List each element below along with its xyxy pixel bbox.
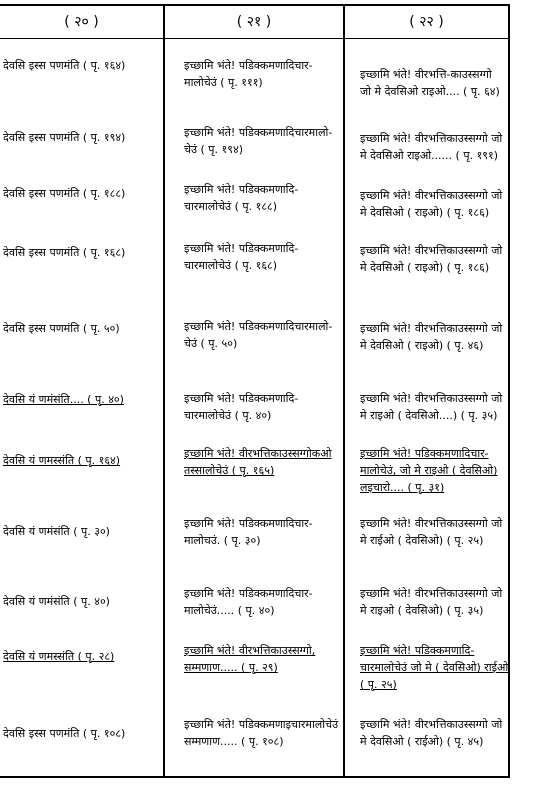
cell-line: इच्छामि भंते! वीरभत्ति-काउस्सग्गो [360,68,492,81]
cell-line: मे देवसिओ ( राईओ) ( पृ. ४५) [360,735,484,748]
cell-line: इच्छामि भंते! वीरभत्तिकाउस्सग्गो जो [360,189,503,202]
cell-line: देवसि इस्स पणमंति ( पृ. १८८) [3,187,126,200]
cell-line: चारमालोचेउं ( पृ. १६८) [184,259,278,272]
cell-line: इच्छामि भंते! पडिक्कमणादि- [184,183,299,196]
row-1-col-22 [360,66,506,100]
cell-line: मालोचेउं..... ( पृ. ४०) [184,604,275,617]
cell-line: इच्छामि भंते! वीरभत्तिकाउस्सग्गो जो [360,718,503,731]
row-6-col-21 [184,390,340,424]
cell-line: इच्छामि भंते! पडिक्कमणादिचारमालो- [184,320,333,333]
cell-line: इच्छामि भंते! पडिक्कमणादिचारमालो- [184,126,333,139]
cell-line: देवसि यं णमंसंति ( पृ. ३०) [3,525,110,538]
cell-line: मे राइओ ( देवसिओ) ( पृ. ३५) [360,604,484,617]
row-4-col-20 [3,244,161,261]
row-10-col-21 [184,642,340,676]
row-3-col-22 [360,187,506,221]
column-divider-1 [163,4,165,776]
row-11-col-21 [184,716,340,750]
cell-line: जो मे देवसिओ राइओ.... ( पृ. ६४) [360,85,500,98]
cell-line: मे राईओ ( देवसिओ) ( पृ. २५) [360,534,484,547]
cell-line: सम्मणाण..... ( पृ. १०८) [184,735,284,748]
cell-line: इच्छामि भंते! पडिक्कमणाइचारमालोचेउं [184,718,339,731]
row-2-col-21 [184,124,340,158]
column-divider-2 [343,4,345,776]
row-2-col-22 [360,130,506,164]
row-4-col-21 [184,240,340,274]
cell-line: इच्छामि भंते! वीरभत्तिकाउस्सग्गो जो [360,517,503,530]
cell-line: इच्छामि भंते! पडिक्कमणादिचार- [184,59,313,72]
cell-line: चारमालोचेउं ( पृ. १८८) [184,200,278,213]
cell-line: तस्सालोचेउं ( पृ. १६५) [184,464,275,477]
row-2-col-20 [3,129,161,146]
row-8-col-22 [360,515,506,549]
cell-line: देवसि यं णमंसंति ( पृ. ४०) [3,595,110,608]
table-bottom-rule [0,776,510,778]
cell-line: इच्छामि भंते! पडिक्कमणादि- [184,242,299,255]
row-4-col-22 [360,242,506,276]
cell-line: इच्छामि भंते! वीरभत्तिकाउस्सग्गो, [184,644,316,657]
cell-line: इच्छामि भंते! पडिक्कमणादि- [360,644,475,657]
cell-line: इच्छामि भंते! पडिक्कमणादिचार- [360,447,489,460]
row-3-col-21 [184,181,340,215]
row-11-col-22 [360,716,506,750]
cell-line: देवसि इस्स पणमंति ( पृ. १६८) [3,246,126,259]
row-7-col-21 [184,445,340,479]
column-header-20: ( २० ) [64,14,99,30]
cell-line: लइचारो.... ( पृ. ३१) [360,481,445,494]
cell-line: मालोचेउं ( पृ. १११) [184,76,263,89]
header-rule [0,38,510,39]
cell-line: चेउं ( पृ. ५०) [184,337,238,350]
cell-line: इच्छामि भंते! वीरभत्तिकाउस्सग्गो जो [360,244,503,257]
row-10-col-20 [3,648,161,665]
cell-line: इच्छामि भंते! पडिक्कमणादिचार- [184,587,313,600]
row-9-col-22 [360,585,506,619]
row-9-col-21 [184,585,340,619]
table-top-rule [0,4,510,6]
cell-line: इच्छामि भंते! वीरभत्तिकाउस्सग्गो जो [360,322,503,335]
row-5-col-22 [360,320,506,354]
cell-line: मालोचउं. ( पृ. ३०) [184,534,261,547]
cell-line: देवसि यं णमस्संति ( पृ. २८) [3,650,115,663]
cell-line: चारमालोचेउं ( पृ. ४०) [184,409,272,422]
cell-line: मालोचेउं, जो मे राइओ ( देवसिओ) [360,464,498,477]
column-divider-3 [508,4,510,776]
row-8-col-20 [3,523,161,540]
row-5-col-21 [184,318,340,352]
cell-line: चेउं ( पृ. १९४) [184,143,243,156]
row-1-col-21 [184,57,340,91]
row-6-col-22 [360,390,506,424]
row-5-col-20 [3,320,161,337]
cell-line: ( पृ. २५) [360,678,397,691]
cell-line: मे देवसिओ ( राइओ) ( पृ. ४६) [360,339,484,352]
cell-line: देवसि इस्स पणमंति ( पृ. १६४) [3,59,126,72]
row-7-col-20 [3,452,161,469]
cell-line: देवसि इस्स पणमंति ( पृ. ५०) [3,322,120,335]
column-header-22: ( २२ ) [409,14,444,30]
cell-line: इच्छामि भंते! पडिक्कमणादि- [184,392,299,405]
row-7-col-22 [360,445,506,496]
cell-line: चारमालोचेउं जो मे ( देवसिओ) राईओ [360,661,509,674]
row-8-col-21 [184,515,340,549]
cell-line: मे देवसिओ ( राइओ) ( पृ. १८६) [360,261,490,274]
row-9-col-20 [3,593,161,610]
cell-line: इच्छामि भंते! वीरभत्तिकाउस्सग्गो जो [360,587,503,600]
cell-line: मे देवसिओ राइओ...... ( पृ. १९१) [360,149,499,162]
cell-line: इच्छामि भंते! वीरभत्तिकाउस्सग्गो जो [360,392,503,405]
column-header-21: ( २१ ) [236,14,272,30]
cell-line: देवसि इस्स पणमंति ( पृ. १०८) [3,727,126,740]
cell-line: मे देवसिओ ( राइओ) ( पृ. १८६) [360,206,490,219]
cell-line: देवसि इस्स पणमंति ( पृ. १९४) [3,131,126,144]
row-1-col-20 [3,57,161,74]
cell-line: इच्छामि भंते! पडिक्कमणादिचार- [184,517,313,530]
cell-line: इच्छामि भंते! वीरभत्तिकाउस्सग्गो जो [360,132,503,145]
row-6-col-20 [3,391,161,408]
cell-line: मे राइओ ( देवसिओ....) ( पृ. ३५) [360,409,498,422]
cell-line: सम्मणाण..... ( पृ. २९) [184,661,278,674]
row-10-col-22 [360,642,509,693]
row-3-col-20 [3,185,161,202]
cell-line: देवसि यं णमंसंति.... ( पृ. ४०) [3,393,124,406]
row-11-col-20 [3,725,161,742]
cell-line: देवसि यं णमस्संति ( पृ. १६४) [3,454,121,467]
cell-line: इच्छामि भंते! वीरभत्तिकाउस्सग्गोकओ [184,447,332,460]
